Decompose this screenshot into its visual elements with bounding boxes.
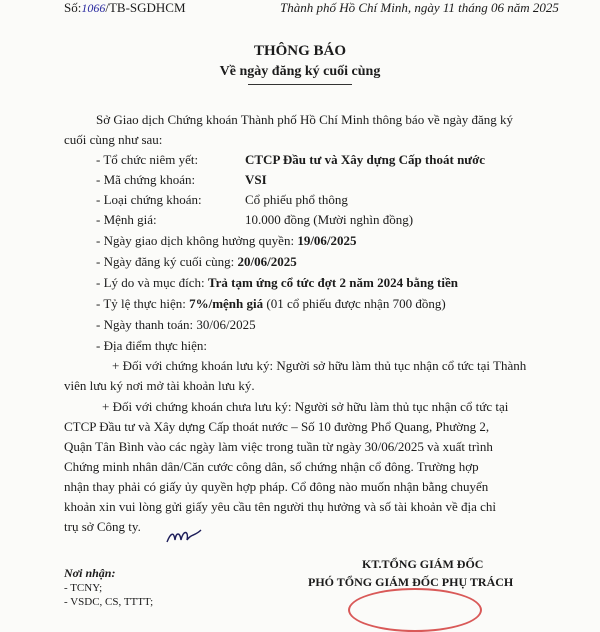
field-type-label: - Loại chứng khoán:: [96, 192, 202, 207]
field-par-value: 10.000 đồng (Mười nghìn đồng): [245, 212, 414, 227]
intro-line-2: cuối cùng như sau:: [64, 132, 163, 147]
undeposited-line-2: CTCP Đầu tư và Xây dựng Cấp thoát nước – Số 10 đường Phổ Quang, Phường 2,: [64, 419, 490, 434]
doc-number-prefix: Số:: [64, 0, 82, 15]
doc-number-handwritten: 1066: [81, 1, 106, 15]
field-place: - Địa điểm thực hiện:: [96, 338, 208, 353]
field-record-value: 20/06/2025: [237, 254, 297, 269]
undeposited-line-1: + Đối với chứng khoán chưa lưu ký: Người sở hữu làm thủ tục nhận cổ tức tại: [102, 399, 509, 414]
field-ratio: [96, 295, 446, 312]
intro-line-1: Sở Giao dịch Chứng khoán Thành phố Hồ Chí Minh thông báo về ngày đăng ký: [96, 112, 514, 127]
undeposited-line-5: nhận thay phải có giấy ủy quyền hợp pháp. Cổ đông nào muốn nhận bằng chuyển: [64, 479, 489, 494]
recipients-heading: Nơi nhận:: [64, 566, 116, 580]
field-exright-value: 19/06/2025: [297, 233, 357, 248]
page-title: THÔNG BÁO: [253, 43, 347, 59]
title-underline: [248, 84, 352, 85]
doc-number-suffix: /TB-SGDHCM: [105, 0, 186, 15]
field-type-value: Cổ phiếu phổ thông: [245, 192, 348, 207]
signature-subtitle: PHÓ TỔNG GIÁM ĐỐC PHỤ TRÁCH: [308, 575, 514, 589]
field-payment-date: - Ngày thanh toán: 30/06/2025: [96, 317, 256, 332]
field-org-label: - Tổ chức niêm yết:: [96, 152, 199, 167]
field-org-value: CTCP Đầu tư và Xây dựng Cấp thoát nước: [245, 152, 486, 167]
field-ratio-note: (01 cổ phiếu được nhận 700 đồng): [266, 296, 446, 311]
field-ratio-value: 7%/mệnh giá: [189, 296, 264, 311]
recipient-item: - VSDC, CS, TTTT;: [64, 596, 154, 608]
document-number: [64, 0, 186, 16]
recipient-item: - TCNY;: [64, 582, 103, 594]
place-date: Thành phố Hồ Chí Minh, ngày 11 tháng 06 năm 2025: [280, 0, 559, 15]
field-exright: [96, 232, 357, 249]
deposited-line-1: + Đối với chứng khoán lưu ký: Người sở hữu làm thủ tục nhận cổ tức tại Thành: [112, 358, 527, 373]
field-exright-label: - Ngày giao dịch không hưởng quyền:: [96, 233, 295, 248]
undeposited-line-3: Quận Tân Bình vào các ngày làm việc trong tuần từ ngày 30/06/2025 và xuất trình: [64, 439, 493, 454]
undeposited-line-4: Chứng minh nhân dân/Căn cước công dân, sổ chứng nhận cổ đông. Trường hợp: [64, 459, 479, 474]
field-ticker-label: - Mã chứng khoán:: [96, 172, 196, 187]
field-par-label: - Mệnh giá:: [96, 212, 157, 227]
initial-signature-icon: [165, 526, 205, 548]
field-purpose-label: - Lý do và mục đích:: [96, 275, 205, 290]
undeposited-line-6: khoản xin vui lòng gửi giấy yêu cầu tên người thụ hưởng và số tài khoản về địa chỉ: [64, 499, 497, 514]
page-subtitle: Về ngày đăng ký cuối cùng: [219, 64, 381, 79]
field-record-date: [96, 253, 297, 270]
deposited-line-2: viên lưu ký nơi mở tài khoản lưu ký.: [64, 378, 255, 393]
official-stamp-icon: [348, 588, 482, 632]
undeposited-line-7: trụ sở Công ty.: [64, 519, 141, 534]
field-ticker-value: VSI: [245, 172, 267, 187]
field-purpose: [96, 274, 458, 291]
field-ratio-label: - Tỷ lệ thực hiện:: [96, 296, 186, 311]
field-purpose-value: Trả tạm ứng cổ tức đợt 2 năm 2024 bằng tiền: [207, 275, 458, 290]
field-record-label: - Ngày đăng ký cuối cùng:: [96, 254, 235, 269]
signature-title: KT.TỔNG GIÁM ĐỐC: [362, 557, 484, 571]
